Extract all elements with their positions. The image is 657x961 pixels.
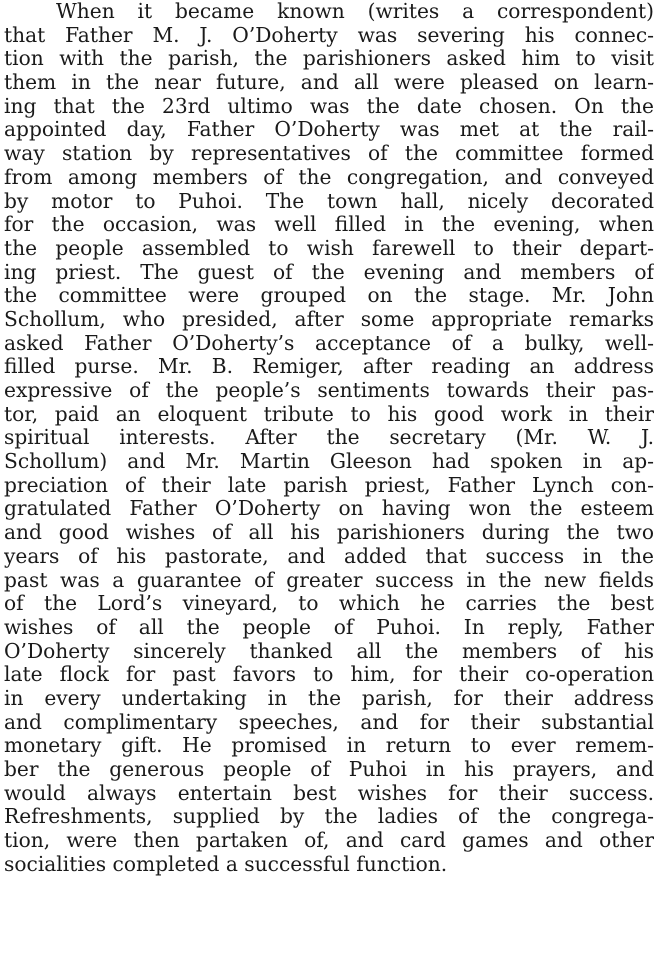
article-line: Schollum, who presided, after some appropriate remarks	[4, 307, 654, 331]
article-line: Refreshments, supplied by the ladies of the congrega-	[4, 805, 654, 829]
article-line: the people assembled to wish farewell to their depart-	[4, 236, 654, 260]
article-line: tion with the parish, the parishioners asked him to visit	[4, 47, 654, 71]
article-line: ber the generous people of Puhoi in his prayers, and	[4, 758, 654, 781]
article-line: Schollum) and Mr. Martin Gleeson had spoken in ap-	[4, 450, 654, 474]
article-line: spiritual interests. After the secretary (Mr. W. J.	[4, 426, 654, 450]
article-line: ing that the 23rd ultimo was the date chosen. On the	[4, 94, 654, 118]
article-line: of the Lord’s vineyard, to which he carries the best	[4, 592, 654, 616]
article-line: filled purse. Mr. B. Remiger, after reading an address	[4, 355, 654, 379]
article-line: would always entertain best wishes for their success.	[4, 781, 654, 805]
article-line: years of his pastorate, and added that success in the	[4, 544, 654, 568]
article-line: socialities completed a successful function.	[4, 852, 448, 876]
article-line: for the occasion, was well filled in the evening, when	[4, 213, 654, 237]
article-line: expressive of the people’s sentiments towards their pas-	[4, 379, 654, 402]
article-line: tor, paid an eloquent tribute to his good work in their	[4, 402, 654, 426]
article-line: that Father M. J. O’Doherty was severing his connec-	[4, 23, 654, 47]
article-line: by motor to Puhoi. The town hall, nicely decorated	[4, 189, 654, 213]
article-line: preciation of their late parish priest, Father Lynch con-	[4, 473, 654, 497]
article-line: the committee were grouped on the stage. Mr. John	[4, 284, 654, 308]
article-line: O’Doherty sincerely thanked all the members of his	[4, 639, 654, 663]
article-line: from among members of the congregation, and conveyed	[4, 165, 654, 189]
article-line: them in the near future, and all were pleased on learn-	[4, 71, 654, 95]
article-line: monetary gift. He promised in return to ever remem-	[4, 734, 654, 758]
article-line: When it became known (writes a correspondent)	[56, 0, 654, 23]
article-line: in every undertaking in the parish, for their address	[4, 686, 654, 710]
article-line: gratulated Father O’Doherty on having won the esteem	[4, 497, 654, 521]
article-line: way station by representatives of the committee formed	[4, 142, 654, 166]
article-line: and complimentary speeches, and for their substantial	[4, 710, 654, 734]
article-line: appointed day, Father O’Doherty was met at the rail-	[4, 118, 654, 142]
article-line: and good wishes of all his parishioners during the two	[4, 521, 654, 545]
article-line: asked Father O’Doherty’s acceptance of a bulky, well-	[4, 331, 654, 355]
article-text	[4, 0, 654, 876]
article-line: ing priest. The guest of the evening and members of	[4, 260, 654, 284]
article-line: tion, were then partaken of, and card games and other	[4, 829, 654, 853]
article-line: late flock for past favors to him, for their co-operation	[4, 663, 654, 687]
article-line: wishes of all the people of Puhoi. In reply, Father	[4, 615, 654, 639]
article-line: past was a guarantee of greater success in the new fields	[4, 568, 654, 592]
